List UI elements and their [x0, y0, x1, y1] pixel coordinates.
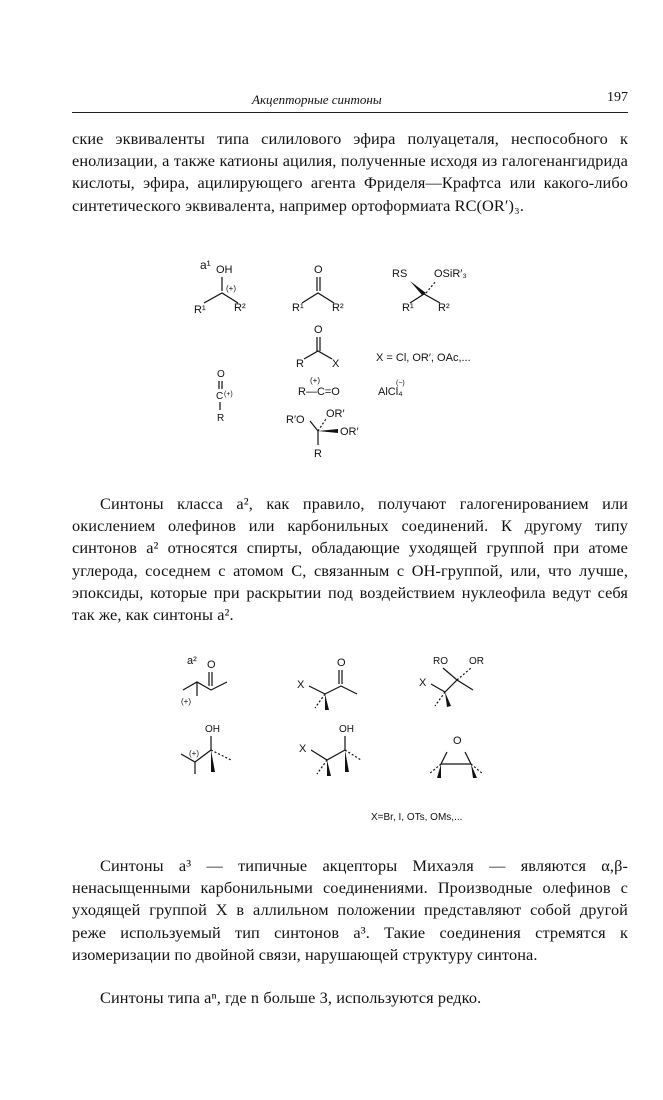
fig1-acyl-o: O [314, 324, 323, 336]
fig2-ketone-o: O [207, 659, 216, 671]
fig1-acylium-r: R [217, 413, 225, 424]
fig1-x-definition: X = Cl, OR′, OAc,... [376, 352, 471, 364]
fig2-acetal-ro: RO [433, 656, 448, 667]
paragraph-2: Синтоны класса a², как правило, получают галогенированием или окислением олефинов или карбонильных соединений. К другому типу синтонов a² относятся спирты, обладающие уходящей группой при атоме углерода, соседнем с атомом C, связанным с OH-группой, или, что лучше, эпоксиды, которые при раскрытии под воздействием нуклеофила ведут себя так же, как синтоны a². [72, 494, 628, 625]
fig2-acetal-x: X [419, 677, 427, 689]
fig1-ortho-ro: R′O [286, 414, 305, 426]
fig1-acylium-formula: R—C=O [298, 386, 340, 398]
paragraph-1: ские эквиваленты типа силилового эфира полуацеталя, неспособного к енолизации, а также катионы ацилия, полученные исходя из галогенангидрида кислоты, эфира, ацилирующего агента Фриделя—Крафтса или какого-либо синтетического эквивалента, например ортоформиата RC(OR′)₃. [72, 129, 628, 215]
fig1-acylium-o: O [217, 369, 225, 380]
fig1-ortho-r: R [314, 448, 322, 460]
running-title: Акцепторные синтоны [252, 92, 382, 107]
fig2-halohydrin-oh: OH [339, 724, 354, 735]
fig1-acyl-x: X [332, 358, 340, 370]
fig1-ketone-o: O [314, 264, 323, 276]
fig1-synthon-label: a¹ [200, 258, 211, 272]
fig2-x-definition: X=Br, I, OTs, OMs,... [371, 812, 463, 823]
fig1-osir3: OSiR′₃ [434, 268, 467, 280]
fig2-ketone-charge: (+) [181, 697, 191, 706]
fig1-acylium-charge-2: (+) [310, 376, 320, 385]
fig2-alcohol-charge: (+) [189, 749, 199, 758]
fig2-acetal-or: OR [469, 656, 484, 667]
page-header [72, 90, 628, 113]
fig1-r2: R² [234, 302, 246, 314]
fig1-ortho-or-right: OR′ [340, 426, 359, 438]
fig1-ortho-or-top: OR′ [326, 408, 345, 420]
fig1-charge: (+) [226, 284, 236, 293]
fig2-halohydrin-x: X [299, 743, 307, 755]
fig1-acylium-c: C [216, 391, 224, 402]
fig2-alcohol-oh: OH [205, 724, 220, 735]
fig1-thio-r1: R¹ [402, 302, 414, 314]
fig1-alcl4: AlCl₄ [378, 386, 403, 398]
fig1-r1: R¹ [194, 304, 206, 316]
paragraph-4: Синтоны типа aⁿ, где n больше 3, используются редко. [100, 988, 482, 1007]
fig1-ketone-r1: R¹ [292, 302, 304, 314]
fig2-haloketone-o: O [337, 657, 346, 669]
fig1-rs: RS [392, 268, 408, 280]
paragraph-3: Синтоны a³ — типичные акцепторы Михаэля — являются α,β-ненасыщенными карбонильными соединениями. Производные олефинов с уходящей группой X в аллильном положении представляют собой другой реже используемый тип синтонов a³. Такие соединения стремятся к изомеризации по двойной связи, нарушающей структуру синтона. [72, 856, 628, 964]
fig1-oh: OH [216, 264, 233, 276]
figure-a1-synthons [180, 255, 520, 465]
figure-a2-synthons [175, 650, 505, 825]
fig1-acyl-r: R [296, 358, 304, 370]
page-number: 197 [607, 90, 628, 105]
fig1-acylium-charge: (+) [224, 391, 233, 398]
fig2-epoxide-o: O [453, 735, 462, 747]
fig2-haloketone-x: X [297, 679, 305, 691]
fig2-synthon-label: a² [187, 655, 197, 667]
fig1-ketone-r2: R² [332, 302, 344, 314]
fig1-alcl4-charge: (−) [396, 380, 405, 387]
fig1-thio-r2: R² [438, 302, 450, 314]
